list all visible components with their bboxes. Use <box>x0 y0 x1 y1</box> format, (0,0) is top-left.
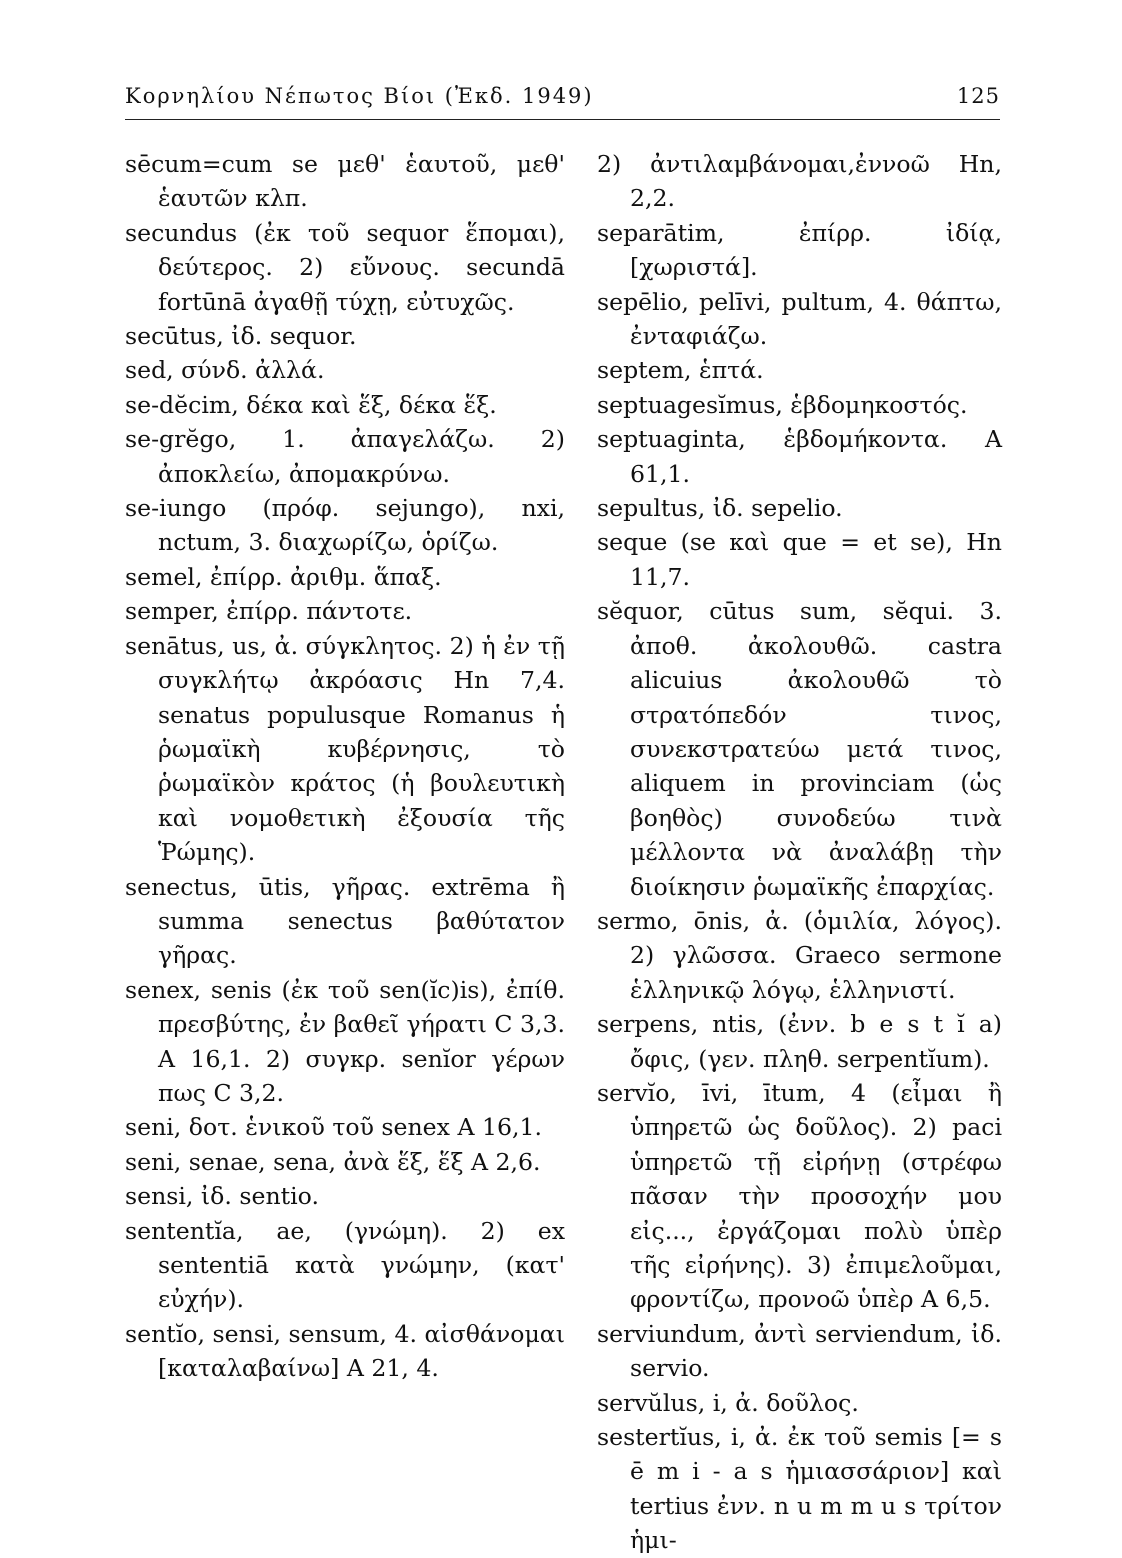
dictionary-entry: se-grĕgo, 1. ἀπαγελάζω. 2) ἀποκλείω, ἀπομακρύνω. <box>125 425 565 488</box>
dictionary-entry: sententĭa, ae, (γνώμη). 2) ex sententiā κατὰ γνώμην, (κατ' εὐχήν). <box>125 1216 565 1314</box>
dictionary-entry: septuagesĭmus, ἑβδομηκοστός. <box>597 390 968 419</box>
header-rule <box>125 119 1000 120</box>
dictionary-entry: seque (se καὶ que = et se), Hn 11,7. <box>597 528 1002 591</box>
dictionary-entry: se-dĕcim, δέκα καὶ ἕξ, δέκα ἕξ. <box>125 390 497 419</box>
dictionary-entry: semel, ἐπίρρ. ἀριθμ. ἅπαξ. <box>125 562 442 591</box>
left-column <box>125 147 565 1386</box>
dictionary-entry: servĭo, īvi, ītum, 4 (εἶμαι ἢ ὑπηρετῶ ὡς δοῦλος). 2) paci ὑπηρετῶ τῇ εἰρήνῃ (στρέφω πᾶσαν τὴν προσοχήν μου εἰς..., ἐργάζομαι πολὺ ὑπὲρ τῆς εἰρήνης). 3) ἐπιμελοῦμαι, φροντίζω, προνοῶ ὑπὲρ A 6,5. <box>597 1078 1002 1314</box>
running-title: Κορνηλίου Νέπωτος Βίοι (Ἐκδ. 1949) <box>125 84 594 108</box>
dictionary-entry: 2) ἀντιλαμβάνομαι,ἐννοῶ Hn, 2,2. <box>597 150 1002 213</box>
dictionary-entry: sēcum=cum se μεθ' ἑαυτοῦ, μεθ' ἑαυτῶν κλπ. <box>125 150 565 213</box>
dictionary-entry: sestertĭus, i, ἀ. ἐκ τοῦ semis [= s ē m i - a s ἡμιασσάριον] καὶ tertius ἐνν. n u m m u s τρίτον ἡμι- <box>597 1423 1002 1555</box>
right-column <box>597 147 1002 1558</box>
dictionary-entry: separātim, ἐπίρρ. ἰδίᾳ, [χωριστά]. <box>597 218 1002 282</box>
dictionary-entry: seni, δοτ. ἑνικοῦ τοῦ senex A 16,1. <box>125 1113 543 1142</box>
dictionary-entry: sepultus, ἰδ. sepelio. <box>597 494 843 523</box>
dictionary-entry: sĕquor, cūtus sum, sĕqui. 3. ἀποθ. ἀκολουθῶ. castra alicuius ἀκολουθῶ τὸ στρατόπεδόν τινος, συνεκστρατεύω μετά τινος, aliquem in provinciam (ὡς βοηθὸς) συνοδεύω τινὰ μέλλοντα νὰ ἀναλάβῃ τὴν διοίκησιν ῥωμαϊκῆς ἐπαρχίας. <box>597 597 1002 901</box>
dictionary-entry: se-iungo (πρόφ. sejungo), nxi, nctum, 3. διαχωρίζω, ὁρίζω. <box>125 494 565 557</box>
dictionary-entry: serviundum, ἀντὶ serviendum, ἰδ. servio. <box>597 1319 1002 1383</box>
dictionary-entry: senectus, ūtis, γῆρας. extrēma ἢ summa senectus βαθύτατον γῆρας. <box>125 872 565 970</box>
page-number: 125 <box>956 84 1000 108</box>
dictionary-entry: septem, ἑπτά. <box>597 356 764 385</box>
dictionary-entry: sermo, ōnis, ἀ. (ὁμιλία, λόγος). 2) γλῶσσα. Graeco sermone ἑλληνικῷ λόγῳ, ἑλληνιστί. <box>597 906 1002 1004</box>
dictionary-entry: senex, senis (ἐκ τοῦ sen(ĭc)is), ἐπίθ. πρεσβύτης, ἐν βαθεῖ γήρατι C 3,3. A 16,1. 2) συγκρ. senĭor γέρων πως C 3,2. <box>125 975 565 1107</box>
dictionary-entry: septuaginta, ἑβδομήκοντα. A 61,1. <box>597 425 1002 488</box>
dictionary-entry: secundus (ἐκ τοῦ sequor ἕπομαι), δεύτερος. 2) εὔνους. secundā fortūnā ἀγαθῇ τύχῃ, εὐτυχῶς. <box>125 218 565 316</box>
dictionary-entry: sentĭo, sensi, sensum, 4. αἰσθάνομαι [καταλαβαίνω] A 21, 4. <box>125 1319 565 1383</box>
dictionary-entry: sed, σύνδ. ἀλλά. <box>125 356 325 385</box>
dictionary-entry: secūtus, ἰδ. sequor. <box>125 322 357 351</box>
dictionary-entry: senātus, us, ἀ. σύγκλητος. 2) ἡ ἐν τῇ συγκλήτῳ ἀκρόασις Hn 7,4. senatus populusque Romanus ἡ ῥωμαϊκὴ κυβέρνησις, τὸ ῥωμαϊκὸν κράτος (ἡ βουλευτικὴ καὶ νομοθετικὴ ἐξουσία τῆς Ῥώμης). <box>125 631 565 867</box>
dictionary-entry: sepēlio, pelīvi, pultum, 4. θάπτω, ἐνταφιάζω. <box>597 287 1002 351</box>
page-header <box>125 84 1000 114</box>
dictionary-entry: sensi, ἰδ. sentio. <box>125 1182 319 1211</box>
dictionary-entry: seni, senae, sena, ἀνὰ ἕξ, ἕξ A 2,6. <box>125 1147 541 1176</box>
dictionary-entry: semper, ἐπίρρ. πάντοτε. <box>125 597 413 626</box>
dictionary-entry: servŭlus, i, ἀ. δοῦλος. <box>597 1388 859 1417</box>
dictionary-entry: serpens, ntis, (ἐνν. b e s t ĭ a) ὄφις, (γεν. πληθ. serpentĭum). <box>597 1010 1002 1073</box>
